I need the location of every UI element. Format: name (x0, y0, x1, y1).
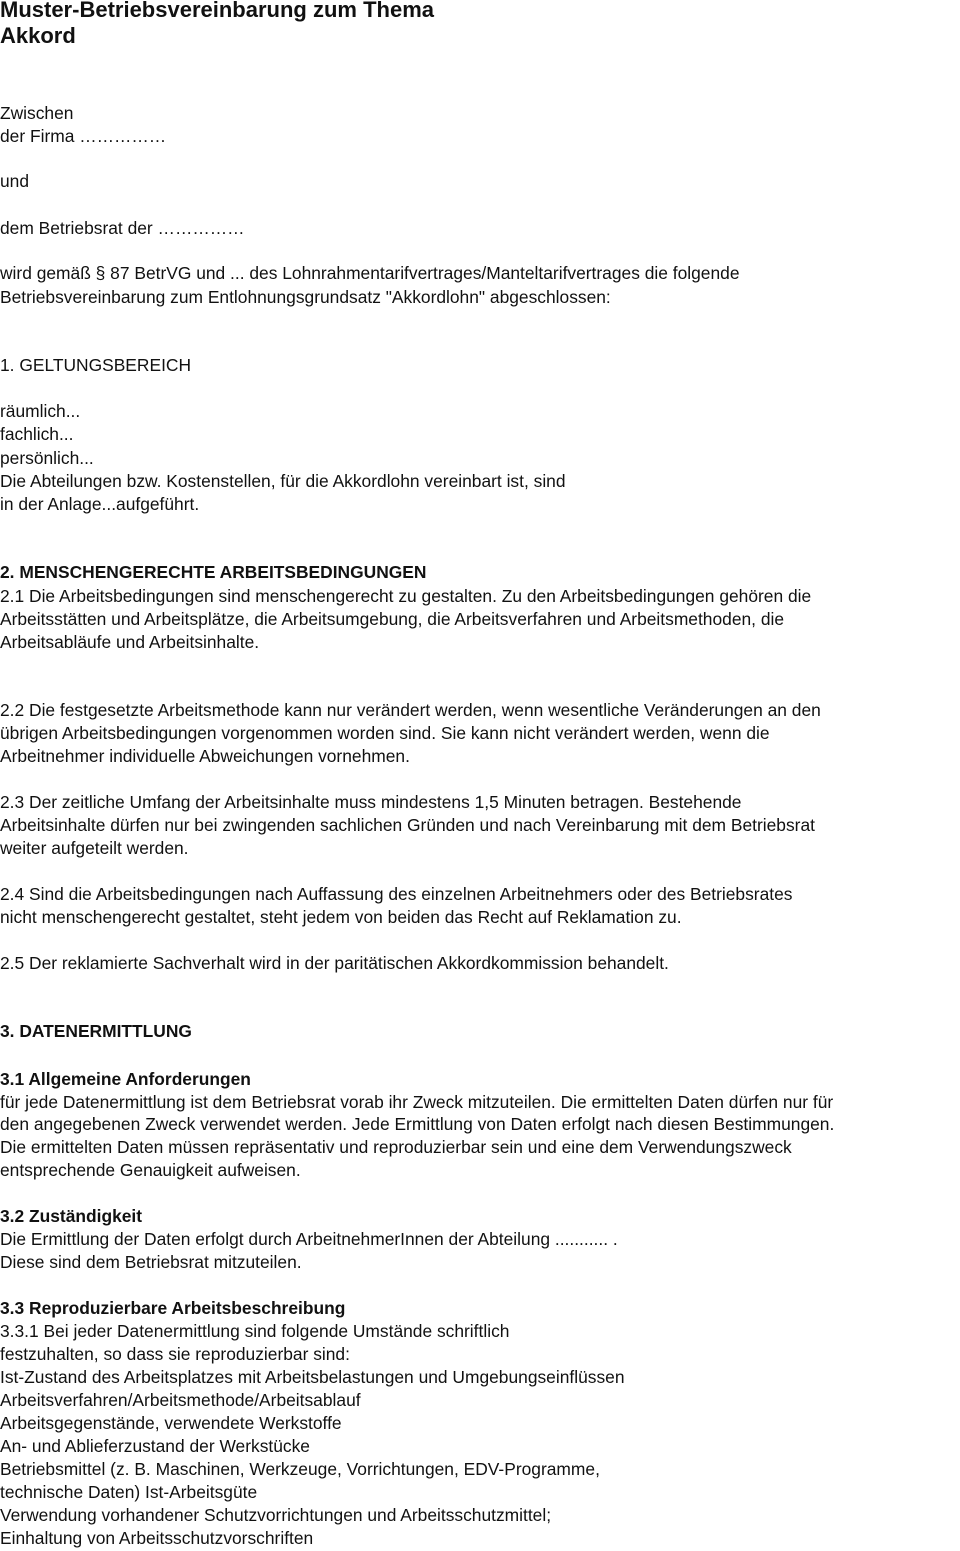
text-line: An- und Ablieferzustand der Werkstücke (0, 1436, 310, 1456)
intro-line: und (0, 171, 30, 191)
text-line: fachlich... (0, 424, 74, 444)
text-line: 2.4 Sind die Arbeitsbedingungen nach Auffassung des einzelnen Arbeitnehmers oder des Betriebsrates (0, 884, 793, 904)
text-line: entsprechende Genauigkeit aufweisen. (0, 1160, 301, 1180)
text-line: Diese sind dem Betriebsrat mitzuteilen. (0, 1252, 302, 1272)
text-line: nicht menschengerecht gestaltet, steht jedem von beiden das Recht auf Reklamation zu. (0, 907, 682, 927)
subsection-heading: 3.2 Zuständigkeit (0, 1206, 143, 1226)
section-heading: 3. DATENERMITTLUNG (0, 1021, 192, 1041)
text-line: Arbeitsinhalte dürfen nur bei zwingenden sachlichen Gründen und nach Vereinbarung mit dem Betriebsrat (0, 815, 815, 835)
section-heading: 1. GELTUNGSBEREICH (0, 355, 192, 375)
subsection-heading: 3.3 Reproduzierbare Arbeitsbeschreibung (0, 1298, 346, 1318)
text-line: festzuhalten, so dass sie reproduzierbar sind: (0, 1344, 350, 1364)
text-line: 2.5 Der reklamierte Sachverhalt wird in der paritätischen Akkordkommission behandelt. (0, 953, 669, 973)
text-line: übrigen Arbeitsbedingungen vorgenommen worden sind. Sie kann nicht verändert werden, wenn die (0, 723, 770, 743)
text-line: Einhaltung von Arbeitsschutzvorschriften (0, 1528, 314, 1548)
text-line: Ist-Zustand des Arbeitsplatzes mit Arbeitsbelastungen und Umgebungseinflüssen (0, 1367, 625, 1387)
subsection-heading: 3.1 Allgemeine Anforderungen (0, 1069, 251, 1089)
text-line: den angegebenen Zweck verwendet werden. Jede Ermittlung von Daten erfolgt nach diesen Bestimmungen. (0, 1114, 835, 1134)
intro-line: wird gemäß § 87 BetrVG und ... des Lohnrahmentarifvertrages/Manteltarifvertrages die folgende (0, 263, 740, 283)
text-line: Arbeitsstätten und Arbeitsplätze, die Arbeitsumgebung, die Arbeitsverfahren und Arbeitsmethoden, die (0, 609, 785, 629)
text-line: 2.2 Die festgesetzte Arbeitsmethode kann nur verändert werden, wenn wesentliche Veränderungen an den (0, 700, 821, 720)
text-line: 2.3 Der zeitliche Umfang der Arbeitsinhalte muss mindestens 1,5 Minuten betragen. Bestehende (0, 792, 742, 812)
document-title: Muster-Betriebsvereinbarung zum Thema (0, 0, 434, 22)
intro-line: der Firma …………… (0, 126, 167, 146)
text-line: persönlich... (0, 448, 94, 468)
text-line: Arbeitsverfahren/Arbeitsmethode/Arbeitsablauf (0, 1390, 361, 1410)
text-line: Die ermittelten Daten müssen repräsentativ und reproduzierbar sein und eine dem Verwendungszweck (0, 1137, 792, 1157)
text-line: Verwendung vorhandener Schutzvorrichtungen und Arbeitsschutzmittel; (0, 1505, 552, 1525)
intro-line: Betriebsvereinbarung zum Entlohnungsgrundsatz "Akkordlohn" abgeschlossen: (0, 287, 611, 307)
text-line: Arbeitsabläufe und Arbeitsinhalte. (0, 632, 260, 652)
text-line: 2.1 Die Arbeitsbedingungen sind menschengerecht zu gestalten. Zu den Arbeitsbedingungen gehören die (0, 586, 812, 606)
text-line: räumlich... (0, 401, 81, 421)
text-line: Arbeitsgegenstände, verwendete Werkstoffe (0, 1413, 342, 1433)
text-line: in der Anlage...aufgeführt. (0, 494, 200, 514)
text-line: für jede Datenermittlung ist dem Betriebsrat vorab ihr Zweck mitzuteilen. Die ermittelten Daten dürfen nur für (0, 1092, 834, 1112)
text-line: 3.3.1 Bei jeder Datenermittlung sind folgende Umstände schriftlich (0, 1321, 510, 1341)
section-heading: 2. MENSCHENGERECHTE ARBEITSBEDINGUNGEN (0, 562, 427, 582)
text-line: weiter aufgeteilt werden. (0, 838, 189, 858)
document-title: Akkord (0, 23, 76, 48)
intro-line: Zwischen (0, 103, 74, 123)
text-line: Die Abteilungen bzw. Kostenstellen, für die Akkordlohn vereinbart ist, sind (0, 471, 566, 491)
text-line: Arbeitnehmer individuelle Abweichungen vornehmen. (0, 746, 410, 766)
text-line: Die Ermittlung der Daten erfolgt durch ArbeitnehmerInnen der Abteilung ........... . (0, 1229, 618, 1249)
intro-line: dem Betriebsrat der …………… (0, 218, 245, 238)
text-line: technische Daten) Ist-Arbeitsgüte (0, 1482, 258, 1502)
text-line: Betriebsmittel (z. B. Maschinen, Werkzeuge, Vorrichtungen, EDV-Programme, (0, 1459, 600, 1479)
